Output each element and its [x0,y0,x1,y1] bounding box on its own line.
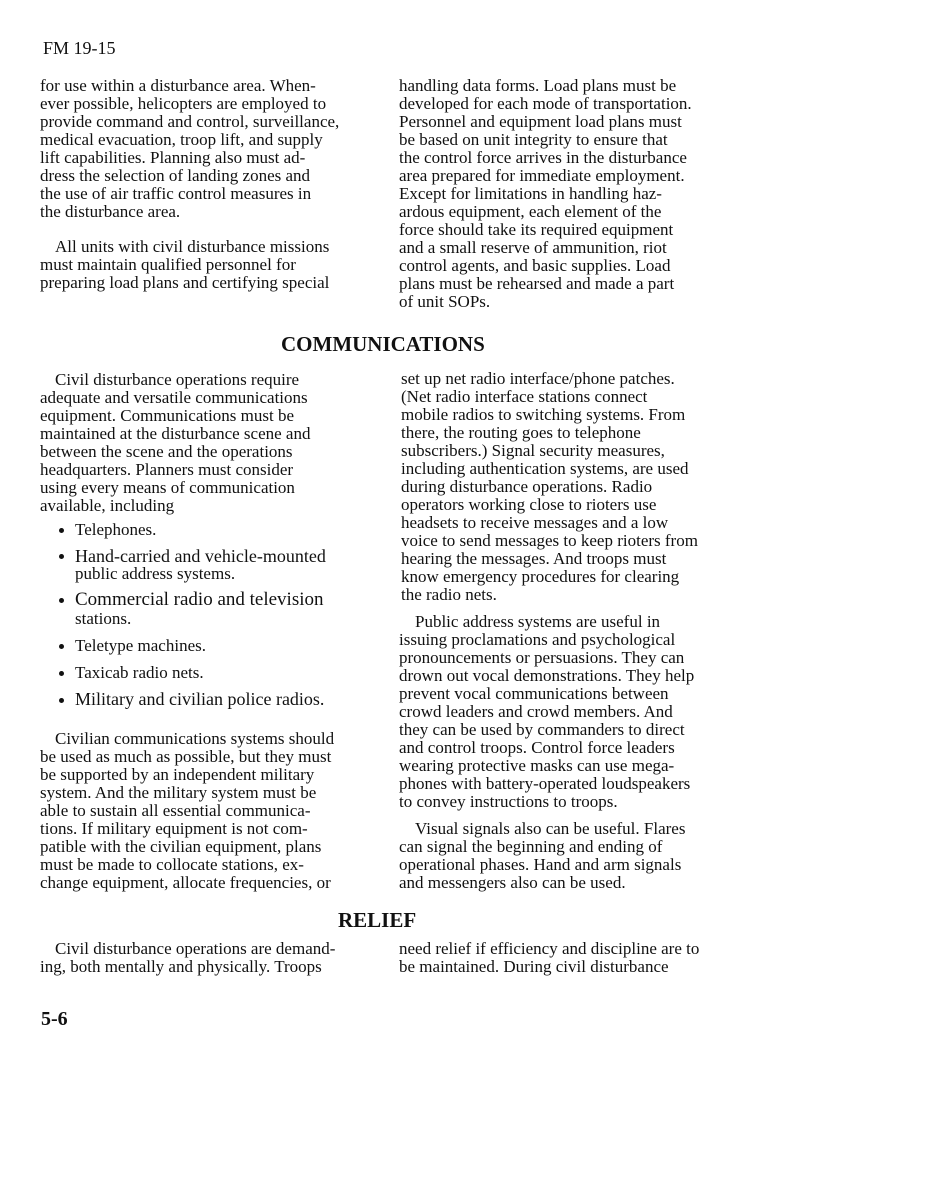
text-line: Civilian communications systems should [55,729,335,748]
text-line: they can be used by commanders to direct [399,720,685,739]
bullet-icon [59,698,64,703]
section-heading-communications: COMMUNICATIONS [281,332,485,356]
text-line: Public address systems are useful in [415,612,661,631]
text-line: between the scene and the operations [40,442,293,461]
text-line: Personnel and equipment load plans must [399,112,682,131]
text-line: mobile radios to switching systems. From [401,405,686,424]
text-line: set up net radio interface/phone patches. [401,369,675,388]
text-line: the use of air traffic control measures in [40,184,312,203]
text-line: change equipment, allocate frequencies, or [40,873,331,892]
bullet-icon [59,598,64,603]
text-line: hearing the messages. And troops must [401,549,667,568]
text-line: medical evacuation, troop lift, and supply [40,130,323,149]
list-item-text: Hand-carried and vehicle-mounted [75,546,326,566]
text-line: handling data forms. Load plans must be [399,76,677,95]
text-line: Visual signals also can be useful. Flares [415,819,686,838]
text-line: headquarters. Planners must consider [40,460,294,479]
text-line: patible with the civilian equipment, plans [40,837,322,856]
text-line: be supported by an independent military [40,765,315,784]
text-line: crowd leaders and crowd members. And [399,702,673,721]
list-item-text: Telephones. [75,520,157,539]
list-item-text: stations. [75,609,132,628]
text-line: Except for limitations in handling haz- [399,184,662,203]
page-number: 5-6 [41,1008,68,1030]
text-line: phones with battery-operated loudspeakers [399,774,691,793]
text-line: dress the selection of landing zones and [40,166,311,185]
text-line: tions. If military equipment is not com- [40,819,308,838]
text-line: know emergency procedures for clearing [401,567,680,586]
text-line: be based on unit integrity to ensure that [399,130,668,149]
text-line: need relief if efficiency and discipline are to [399,939,700,958]
text-line: (Net radio interface stations connect [401,387,648,406]
text-line: adequate and versatile communications [40,388,308,407]
text-line: equipment. Communications must be [40,406,295,425]
text-line: provide command and control, surveillance, [40,112,340,131]
text-line: maintained at the disturbance scene and [40,424,311,443]
list-item-text: Commercial radio and television [75,589,324,610]
text-line: subscribers.) Signal security measures, [401,441,665,460]
text-line: Civil disturbance operations require [55,370,300,389]
text-line: plans must be rehearsed and made a part [399,274,675,293]
text-line: issuing proclamations and psychological [399,630,676,649]
bullet-icon [59,554,64,559]
text-line: available, including [40,496,175,515]
text-line: ing, both mentally and physically. Troops [40,957,322,976]
list-item-text: Taxicab radio nets. [75,663,204,682]
text-line: for use within a disturbance area. When- [40,76,316,95]
bullet-icon [59,528,64,533]
text-line: pronouncements or persuasions. They can [399,648,685,667]
list-item-text: public address systems. [75,564,236,583]
text-line: the radio nets. [401,585,497,604]
text-line: wearing protective masks can use mega- [399,756,675,775]
text-line: must be made to collocate stations, ex- [40,855,304,874]
text-line: ardous equipment, each element of the [399,202,662,221]
text-line: able to sustain all essential communica- [40,801,311,820]
text-line: area prepared for immediate employment. [399,166,685,185]
text-line: including authentication systems, are used [401,459,689,478]
text-line: prevent vocal communications between [399,684,669,703]
text-line: headsets to receive messages and a low [401,513,669,532]
text-line: of unit SOPs. [399,292,491,311]
text-line: and messengers also can be used. [399,873,626,892]
list-item-text: Military and civilian police radios. [75,689,325,709]
text-line: must maintain qualified personnel for [40,255,296,274]
text-line: there, the routing goes to telephone [401,423,641,442]
text-line: can signal the beginning and ending of [399,837,663,856]
text-line: be used as much as possible, but they must [40,747,332,766]
text-line: and control troops. Control force leaders [399,738,675,757]
text-line: using every means of communication [40,478,295,497]
text-line: Civil disturbance operations are demand- [55,939,336,958]
text-line: All units with civil disturbance missions [55,237,330,256]
text-line: force should take its required equipment [399,220,674,239]
text-line: during disturbance operations. Radio [401,477,653,496]
text-line: operators working close to rioters use [401,495,657,514]
bullet-icon [59,671,64,676]
bullet-icon [59,644,64,649]
text-line: to convey instructions to troops. [399,792,618,811]
text-line: ever possible, helicopters are employed to [40,94,327,113]
text-line: drown out vocal demonstrations. They help [399,666,695,685]
text-line: control agents, and basic supplies. Load [399,256,671,275]
text-line: be maintained. During civil disturbance [399,957,669,976]
text-line: developed for each mode of transportation. [399,94,692,113]
text-line: operational phases. Hand and arm signals [399,855,682,874]
text-line: lift capabilities. Planning also must ad- [40,148,306,167]
text-line: voice to send messages to keep rioters from [401,531,698,550]
text-line: the disturbance area. [40,202,181,221]
text-line: the control force arrives in the disturbance [399,148,687,167]
list-item-text: Teletype machines. [75,636,206,655]
text-line: preparing load plans and certifying special [40,273,330,292]
section-heading-relief: RELIEF [338,908,417,932]
running-header: FM 19-15 [43,38,116,58]
text-line: system. And the military system must be [40,783,317,802]
text-line: and a small reserve of ammunition, riot [399,238,667,257]
